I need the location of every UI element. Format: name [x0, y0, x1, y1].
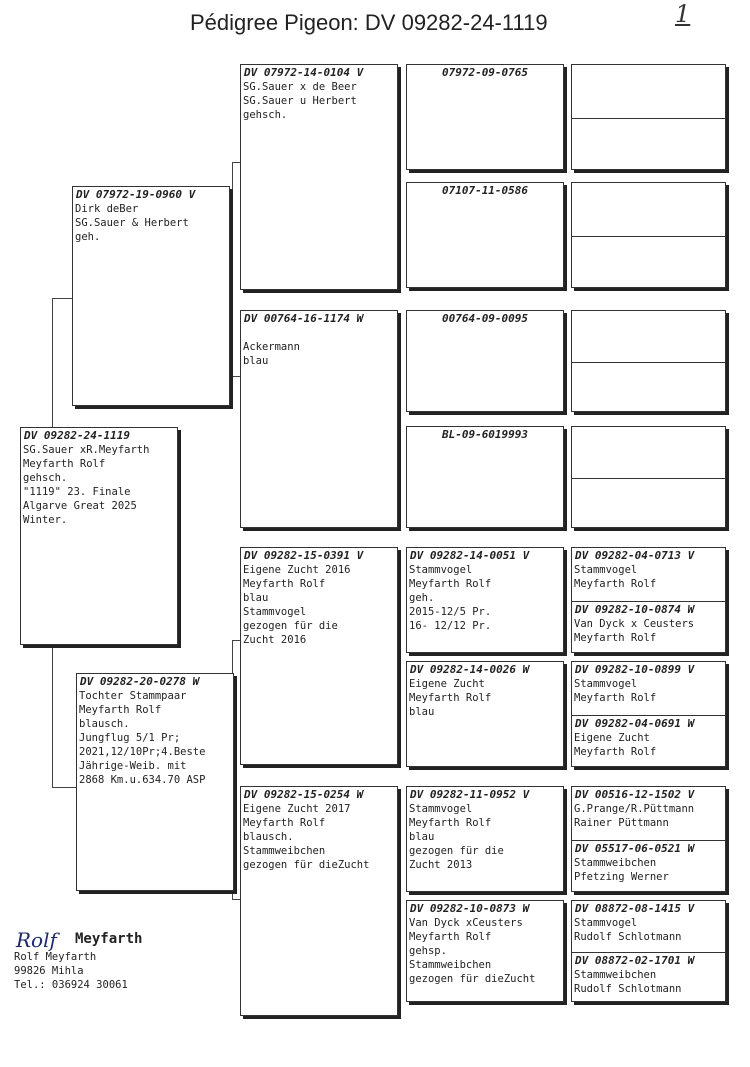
pigeon-info-line: Meyfarth Rolf — [409, 817, 492, 829]
pigeon-info-line: SG.Sauer & Herbert — [75, 217, 189, 229]
pigeon-info-line: Meyfarth Rolf — [409, 578, 492, 590]
pigeon-info-line: 16- 12/12 Pr. — [409, 620, 492, 632]
ring-number — [572, 65, 725, 66]
pigeon-info-line: Meyfarth Rolf — [243, 817, 326, 829]
pigeon-info-line: Stammvogel — [409, 803, 473, 815]
ring-number: 07972-09-0765 — [441, 66, 529, 79]
pigeon-info-line: gehsp. — [409, 945, 447, 957]
ancestor-cock — [572, 311, 725, 362]
pigeon-info-line: Meyfarth Rolf — [79, 704, 162, 716]
ancestor-hen — [572, 363, 725, 412]
ring-number: DV 09282-10-0899 V — [575, 663, 695, 676]
ring-number: DV 00516-12-1502 V — [575, 788, 695, 801]
pigeon-info-line: geh. — [409, 592, 435, 604]
pigeon-info-line: gezogen für die — [243, 620, 338, 632]
pigeon-info-line: gehsch. — [243, 109, 288, 121]
pigeon-info-line: Meyfarth Rolf — [574, 746, 657, 758]
pigeon-info-line: Meyfarth Rolf — [574, 578, 657, 590]
ring-number: DV 09282-15-0254 W — [244, 788, 364, 801]
pigeon-info-line: Zucht 2013 — [409, 859, 473, 871]
pedigree-ancestor-pair-box — [571, 182, 726, 288]
owner-signature: Rolf — [16, 928, 57, 952]
ring-number: DV 09282-14-0026 W — [410, 663, 530, 676]
ring-number — [572, 311, 725, 312]
pigeon-info-line: gezogen für die — [409, 845, 504, 857]
ring-number: DV 09282-04-0691 W — [575, 717, 695, 730]
pedigree-great-grandparent-box — [406, 426, 564, 528]
pedigree-ancestor-pair-box — [571, 661, 726, 767]
ancestor-cock — [572, 183, 725, 236]
owner-line: Tel.: 036924 30061 — [14, 979, 128, 991]
ancestor-cock — [572, 787, 725, 840]
pigeon-info-line: 2868 Km.u.634.70 ASP — [79, 774, 206, 786]
ring-number: DV 09282-24-1119 — [24, 429, 130, 442]
pedigree-great-grandparent-box — [406, 661, 564, 767]
pedigree-ancestor-pair-box — [571, 786, 726, 892]
pedigree-great-grandparent-box — [406, 786, 564, 892]
pigeon-info-line — [241, 326, 397, 340]
ancestor-hen — [572, 237, 725, 288]
ancestor-hen — [572, 953, 725, 1002]
pigeon-info-line: SG.Sauer xR.Meyfarth — [23, 444, 150, 456]
pigeon-info-line: 2021,12/10Pr;4.Beste — [79, 746, 206, 758]
pedigree-ancestor-pair-box — [571, 310, 726, 412]
pigeon-info-line: Meyfarth Rolf — [574, 632, 657, 644]
pigeon-info-line: Stammweibchen — [574, 857, 657, 869]
ancestor-hen — [572, 841, 725, 892]
owner-line: Rolf Meyfarth — [14, 951, 97, 963]
ring-number — [572, 237, 725, 238]
pedigree-great-grandparent-box — [406, 900, 564, 1002]
pigeon-info-line: Rudolf Schlotmann — [574, 983, 682, 995]
pigeon-info-line: Meyfarth Rolf — [574, 692, 657, 704]
ring-number: DV 09282-10-0874 W — [575, 603, 695, 616]
owner-name: Meyfarth — [75, 931, 143, 947]
ring-number: DV 07972-14-0104 V — [244, 66, 364, 79]
pedigree-great-grandparent-box — [406, 64, 564, 170]
ring-number: DV 08872-02-1701 W — [575, 954, 695, 967]
ring-number: DV 09282-11-0952 V — [410, 788, 530, 801]
pigeon-info-line: G.Prange/R.Püttmann — [574, 803, 695, 815]
pigeon-info-line: Eigene Zucht 2016 — [243, 564, 351, 576]
pigeon-info-line: Meyfarth Rolf — [409, 931, 492, 943]
pigeon-info-line: Stammweibchen — [574, 969, 657, 981]
pigeon-info-line: geh. — [75, 231, 101, 243]
page-title: Pédigree Pigeon: DV 09282-24-1119 — [190, 10, 548, 35]
connector — [52, 648, 78, 788]
pigeon-info-line: Pfetzing Werner — [574, 871, 669, 883]
pigeon-info-line: Stammvogel — [243, 606, 307, 618]
connector — [52, 298, 74, 428]
pigeon-info-line: blau — [409, 706, 435, 718]
pigeon-info-line: SG.Sauer x de Beer — [243, 81, 357, 93]
pigeon-info-line: Stammvogel — [574, 917, 638, 929]
pedigree-ancestor-pair-box — [571, 426, 726, 528]
ring-number: DV 05517-06-0521 W — [575, 842, 695, 855]
ring-number: 07107-11-0586 — [441, 184, 529, 197]
ring-number: DV 08872-08-1415 V — [575, 902, 695, 915]
pigeon-info-line: blau — [243, 355, 269, 367]
page-number: 1 — [675, 0, 691, 28]
pigeon-info-line: Jungflug 5/1 Pr; — [79, 732, 181, 744]
pigeon-info-line: Algarve Great 2025 — [23, 500, 137, 512]
pigeon-info-line: "1119" 23. Finale — [23, 486, 131, 498]
ring-number — [572, 183, 725, 184]
ring-number: DV 09282-04-0713 V — [575, 549, 695, 562]
pigeon-info-line: Van Dyck xCeusters — [409, 917, 523, 929]
pigeon-info-line: Van Dyck x Ceusters — [574, 618, 695, 630]
ancestor-hen — [572, 479, 725, 528]
ring-number: DV 09282-14-0051 V — [410, 549, 530, 562]
pigeon-info-line: SG.Sauer u Herbert — [243, 95, 357, 107]
ancestor-cock — [572, 901, 725, 952]
ancestor-hen — [572, 119, 725, 170]
pigeon-info-line: Winter. — [23, 514, 68, 526]
pedigree-grandparent-box — [240, 310, 398, 528]
pedigree-ancestor-pair-box — [571, 64, 726, 170]
ring-number — [572, 479, 725, 480]
ring-number: BL-09-6019993 — [441, 428, 529, 441]
ancestor-cock — [572, 548, 725, 601]
pigeon-info-line: Meyfarth Rolf — [23, 458, 106, 470]
pigeon-info-line: gezogen für dieZucht — [243, 859, 370, 871]
pedigree-ancestor-pair-box — [571, 900, 726, 1002]
pigeon-info-line: Rainer Püttmann — [574, 817, 669, 829]
ancestor-cock — [572, 65, 725, 118]
pedigree-ancestor-pair-box — [571, 547, 726, 653]
pigeon-info-line: gezogen für dieZucht — [409, 973, 536, 985]
ring-number — [572, 119, 725, 120]
pigeon-info-line: Ackermann — [243, 341, 300, 353]
ancestor-hen — [572, 602, 725, 653]
pedigree-father-box — [72, 186, 230, 406]
pigeon-info-line: Meyfarth Rolf — [243, 578, 326, 590]
pigeon-info-line: Stammvogel — [574, 564, 638, 576]
pigeon-info-line: 2015-12/5 Pr. — [409, 606, 492, 618]
ring-number: DV 00764-16-1174 W — [244, 312, 364, 325]
pigeon-info-line: gehsch. — [23, 472, 68, 484]
ancestor-hen — [572, 716, 725, 767]
pigeon-info-line: Stammvogel — [409, 564, 473, 576]
pedigree-great-grandparent-box — [406, 547, 564, 653]
ring-number: 00764-09-0095 — [441, 312, 529, 325]
pigeon-info-line: Eigene Zucht 2017 — [243, 803, 351, 815]
owner-line: 99826 Mihla — [14, 965, 84, 977]
pedigree-grandparent-box — [240, 64, 398, 290]
ring-number: DV 09282-20-0278 W — [80, 675, 200, 688]
pigeon-info-line: Stammweibchen — [243, 845, 326, 857]
pedigree-great-grandparent-box — [406, 182, 564, 288]
pigeon-info-line: blausch. — [243, 831, 294, 843]
pigeon-info-line: blau — [409, 831, 435, 843]
ring-number: DV 07972-19-0960 V — [76, 188, 196, 201]
pedigree-mother-box — [76, 673, 234, 891]
pigeon-info-line: Jährige-Weib. mit — [79, 760, 187, 772]
pigeon-info-line: Eigene Zucht — [574, 732, 650, 744]
pigeon-info-line: Meyfarth Rolf — [409, 692, 492, 704]
pigeon-info-line: Rudolf Schlotmann — [574, 931, 682, 943]
pedigree-subject-box — [20, 427, 178, 645]
pigeon-info-line: Zucht 2016 — [243, 634, 307, 646]
ring-number: DV 09282-10-0873 W — [410, 902, 530, 915]
pigeon-info-line: Stammweibchen — [409, 959, 492, 971]
ring-number — [572, 427, 725, 428]
pigeon-info-line: Tochter Stammpaar — [79, 690, 187, 702]
ancestor-cock — [572, 662, 725, 715]
ring-number: DV 09282-15-0391 V — [244, 549, 364, 562]
pigeon-info-line: blausch. — [79, 718, 130, 730]
pedigree-grandparent-box — [240, 786, 398, 1016]
ancestor-cock — [572, 427, 725, 478]
pigeon-info-line: Dirk deBer — [75, 203, 139, 215]
ring-number — [572, 363, 725, 364]
pigeon-info-line: Eigene Zucht — [409, 678, 485, 690]
pigeon-info-line: blau — [243, 592, 269, 604]
pedigree-great-grandparent-box — [406, 310, 564, 412]
pedigree-grandparent-box — [240, 547, 398, 765]
pigeon-info-line: Stammvogel — [574, 678, 638, 690]
